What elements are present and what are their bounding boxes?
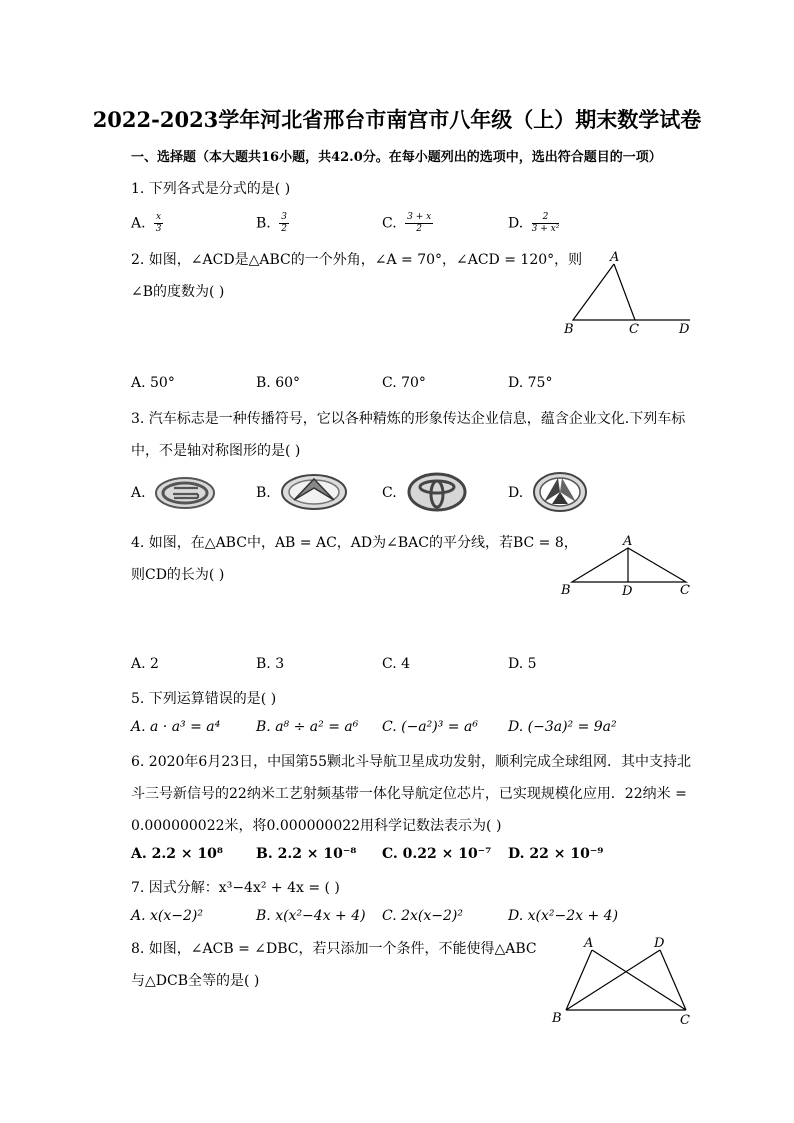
question-4-line2: 则CD的长为( ) [131, 567, 225, 583]
q8-triangles-figure [546, 934, 696, 1030]
page-title: 2022-2023学年河北省邢台市南宫市八年级（上）期末数学试卷 [92, 107, 702, 132]
q4-option-b[interactable]: B. 3 [256, 656, 285, 672]
question-6-line3: 0.000000022米，将0.000000022用科学记数法表示为( ) [131, 818, 502, 834]
q4-option-a[interactable]: A. 2 [131, 656, 159, 672]
q6-option-b[interactable]: B. 2.2 × 10⁻⁸ [256, 846, 357, 862]
q5-option-d[interactable]: D. (−3a)² = 9a² [508, 719, 617, 735]
label-a: A [623, 534, 633, 549]
q5-option-c[interactable]: C. (−a²)³ = a⁶ [382, 719, 478, 735]
q2-triangle-figure [560, 248, 700, 338]
q6-option-a[interactable]: A. 2.2 × 10⁸ [131, 846, 224, 862]
q3-option-c[interactable]: C. [382, 485, 397, 501]
q3-option-a[interactable]: A. [131, 485, 146, 501]
q7-option-b[interactable]: B. x(x²−4x + 4) [256, 908, 366, 924]
label-b: B [552, 1011, 562, 1026]
question-5-stem: 5. 下列运算错误的是( ) [131, 691, 277, 707]
q1-option-a[interactable] [131, 212, 163, 235]
question-6-line1: 6. 2020年6月23日，中国第55颗北斗导航卫星成功发射，顺利完成全球组网．其中支持北 [131, 754, 691, 770]
q4-option-d[interactable]: D. 5 [508, 656, 537, 672]
q7-option-d[interactable]: D. x(x²−2x + 4) [508, 908, 619, 924]
q1-option-d[interactable] [508, 212, 559, 235]
q4-triangle-figure [556, 530, 696, 602]
label-b: B [564, 322, 574, 337]
fraction: $\frac{2}{\text{3 + x²}}$ [531, 212, 560, 234]
question-8-line1: 8. 如图，∠ACB = ∠DBC，若只添加一个条件，不能使得△ABC [131, 941, 537, 957]
q1-option-b[interactable] [256, 212, 289, 235]
q2-option-d[interactable]: D. 75° [508, 375, 553, 391]
label-d: D [654, 936, 665, 951]
section-heading: 一、选择题（本大题共16小题，共42.0分。在每小题列出的选项中，选出符合题目的一项） [131, 150, 662, 165]
fraction: $\frac{3 + x}{2}$ [407, 212, 432, 234]
option-label: B. [256, 215, 271, 232]
label-a: A [584, 936, 594, 951]
fraction: $\frac{x}{3}$ [155, 212, 162, 234]
q2-option-a[interactable]: A. 50° [131, 375, 175, 391]
option-label: D. [508, 215, 524, 232]
question-3-line2: 中，不是轴对称图形的是( ) [131, 443, 301, 459]
question-2-line2: ∠B的度数为( ) [131, 284, 225, 300]
q3-option-b[interactable]: B. [256, 485, 271, 501]
question-4-line1: 4. 如图，在△ABC中，AB = AC，AD为∠BAC的平分线，若BC = 8， [131, 535, 578, 551]
q6-option-d[interactable]: D. 22 × 10⁻⁹ [508, 846, 604, 862]
fraction: $\frac{3}{2}$ [281, 212, 287, 234]
q7-option-a[interactable]: A. x(x−2)² [131, 908, 203, 924]
q5-option-b[interactable]: B. a⁸ ÷ a² = a⁶ [256, 719, 359, 735]
car-logo-c-icon [407, 472, 467, 512]
question-6-line2: 斗三号新信号的22纳米工艺射频基带一体化导航定位芯片，已实现规模化应用．22纳米 = [131, 786, 687, 802]
car-logo-a-icon [154, 476, 216, 510]
car-logo-d-icon [532, 470, 588, 514]
q4-option-c[interactable]: C. 4 [382, 656, 411, 672]
question-8-line2: 与△DCB全等的是( ) [131, 973, 260, 989]
q2-option-b[interactable]: B. 60° [256, 375, 301, 391]
q1-option-c[interactable] [382, 212, 433, 235]
question-3-line1: 3. 汽车标志是一种传播符号，它以各种精炼的形象传达企业信息，蕴含企业文化.下列车标 [131, 411, 686, 427]
option-label: A. [131, 215, 146, 232]
q5-option-a[interactable]: A. a · a³ = a⁴ [131, 719, 221, 735]
q6-option-c[interactable]: C. 0.22 × 10⁻⁷ [382, 846, 492, 862]
label-d: D [679, 322, 690, 337]
q7-option-c[interactable]: C. 2x(x−2)² [382, 908, 463, 924]
question-2-line1: 2. 如图，∠ACD是△ABC的一个外角，∠A = 70°，∠ACD = 120°，则 [131, 252, 583, 268]
option-label: C. [382, 215, 397, 232]
label-c: C [629, 322, 639, 337]
car-logo-b-icon [280, 472, 348, 512]
label-d: D [622, 584, 633, 599]
label-a: A [610, 250, 620, 265]
question-1-stem: 1. 下列各式是分式的是( ) [131, 181, 291, 197]
label-c: C [680, 583, 690, 598]
q3-option-d[interactable]: D. [508, 485, 524, 501]
q2-option-c[interactable]: C. 70° [382, 375, 426, 391]
label-c: C [680, 1013, 690, 1028]
label-b: B [561, 583, 571, 598]
question-7-stem: 7. 因式分解：x³−4x² + 4x = ( ) [131, 880, 340, 896]
